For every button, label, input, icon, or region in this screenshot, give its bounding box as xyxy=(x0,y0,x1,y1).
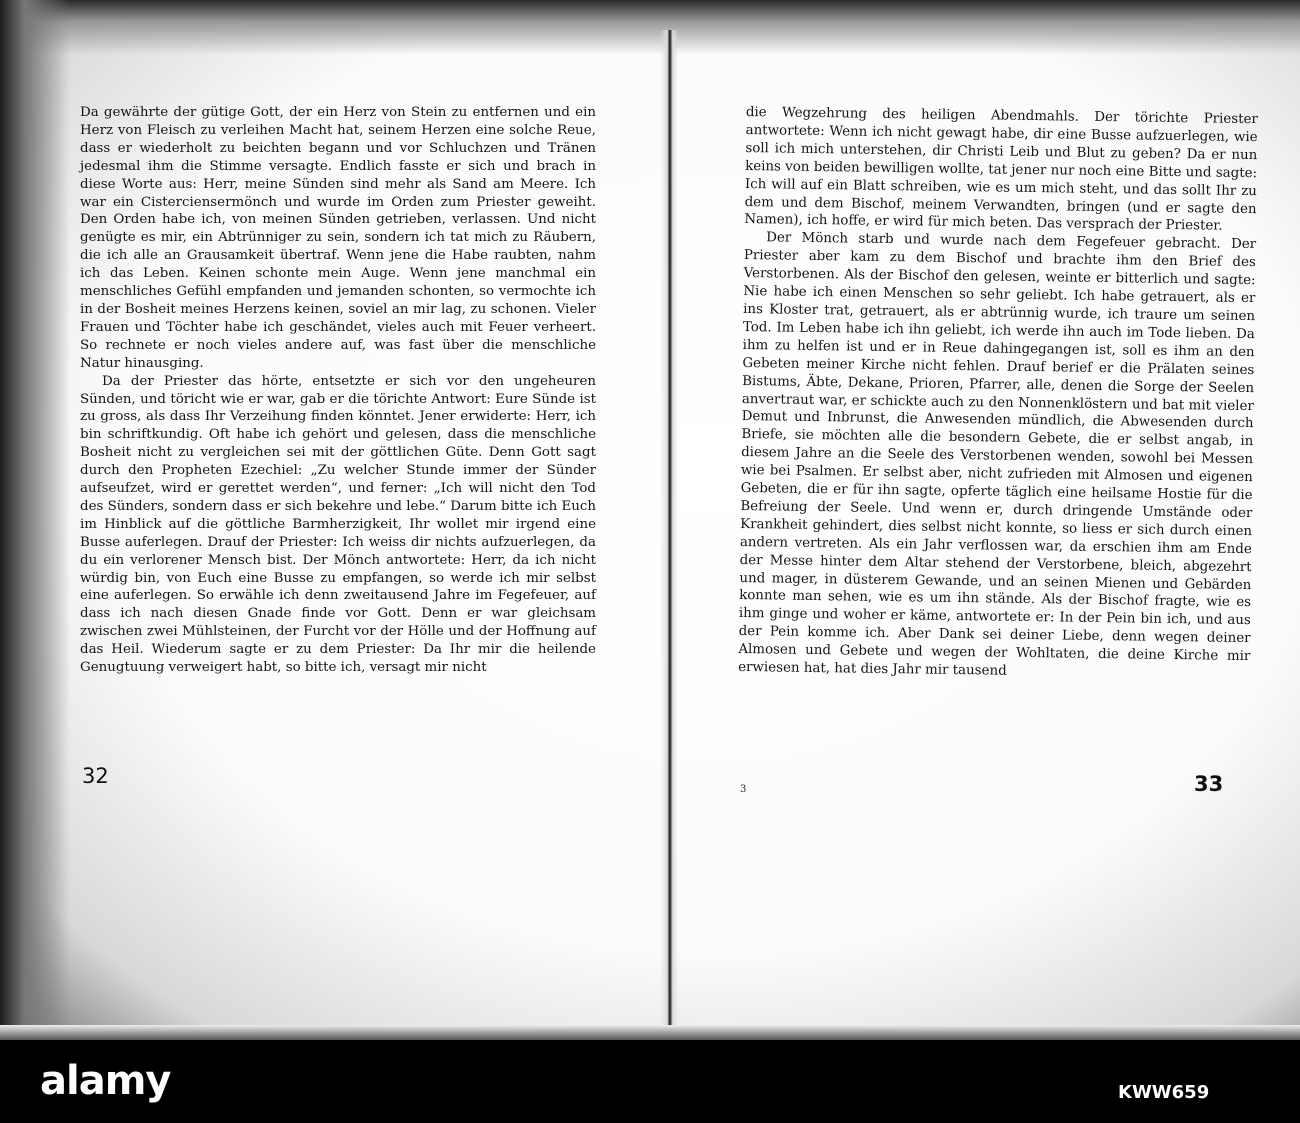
left-shadow xyxy=(0,0,70,1040)
book-spine xyxy=(660,30,678,1040)
left-page-text xyxy=(80,104,596,677)
stock-footer-bar xyxy=(0,1040,1300,1123)
left-paragraph-2: Da der Priester das hörte, entsetzte er sich vor den ungeheuren Sünden, und töricht wie er war, gab er die törichte Antwort: Eure Sünde ist zu gross, als dass Ihr Verzeihung finden könntet. Jener erwiderte: Herr, ich bin schriftkundig. Oft habe ich gehört und gelesen, dass die menschliche Bosheit nicht zu vergleichen sei mit der göttlichen Güte. Denn Gott sagt durch den Propheten Ezechiel: „Zu welcher Stunde immer der Sünder aufseufzet, wird er gerettet werden“, und ferner: „Ich will nicht den Tod des Sünders, sondern dass er sich bekehre und lebe.“ Darum bitte ich Euch im Hinblick auf die göttliche Barmherzigkeit, Ihr wollet mir irgend eine Busse auferlegen. Drauf der Priester: Ich weiss dir nichts aufzuerlegen, da du ein verlorener Mensch bist. Der Mönch antwortete: Herr, da ich nicht würdig bin, von Euch eine Busse zu empfangen, so werde ich mir selbst eine auferlegen. So erwähle ich denn zweitausend Jahre im Fegefeuer, auf dass ich nach diesen Gnade finde vor Gott. Denn er war gleichsam zwischen zwei Mühlsteinen, der Furcht vor der Hölle und der Hoffnung auf das Heil. Wiederum sagte er zu dem Priester: Da Ihr mir die heilende Genugtuung verweigert habt, so bitte ich, versagt mir nicht xyxy=(80,373,596,676)
left-paragraph-1: Da gewährte der gütige Gott, der ein Herz von Stein zu entfernen und ein Herz von Fleisch zu verleihen Macht hat, seinem Herzen eine solche Reue, dass er wiederholt zu beichten begann und vor Schluchzen und Tränen jedesmal ihm die Stimme versagte. Endlich fasste er sich und brach in diese Worte aus: Herr, meine Sünden sind mehr als Sand am Meere. Ich war ein Cisterciensermönch und wurde im Orden zum Priester geweiht. Den Orden habe ich, von meinen Sünden getrieben, verlassen. Und nicht genügte es mir, ein Abtrünniger zu sein, sondern ich tat mich zu Räubern, die ich alle an Grausamkeit übertraf. Wenn jene die Habe raubten, nahm ich das Leben. Keinen schonte mein Auge. Wenn jene manchmal ein menschliches Gefühl empfanden und jemanden schonten, so vermochte ich in der Bosheit meines Herzens keinen, soviel an mir lag, zu schonen. Vieler Frauen und Töchter habe ich geschändet, vieles auch mit Feuer verheert. So rechnete er noch vieles andere auf, was fast über die menschliche Natur hinausging. xyxy=(80,105,596,371)
right-paragraph-1: die Wegzehrung des heiligen Abendmahls. Der törichte Priester antwortete: Wenn ich nicht gewagt habe, dir eine Busse aufzuerlegen, wie soll ich mich unterstehen, dir Christi Leib und Blut zu geben? Da er nun keins von beiden bewilligen wollte, tat jener nur noch eine Bitte und sagte: Ich will auf ein Blatt schreiben, wie es um mich steht, und das sollt Ihr zu dem und dem Bischof, meinem Verwandten, bringen (und er sagte den Namen), ich hoffe, er wird für mich beten. Das versprach der Priester. xyxy=(744,104,1258,235)
signature-mark: 3 xyxy=(740,784,747,795)
stock-image-id: KWW659 xyxy=(1118,1082,1210,1103)
left-page-number: 32 xyxy=(82,764,109,788)
alamy-logo: alamy xyxy=(40,1058,171,1104)
right-paragraph-2: Der Mönch starb und wurde nach dem Fegefeuer gebracht. Der Priester aber kam zu dem Bischof und brachte ihm den Brief des Verstorbenen. Als der Bischof den gelesen, weinte er bitterlich und sagte: Nie habe ich einen Menschen so sehr geliebt. Ich habe getrauert, als er ins Kloster trat, getrauert, als er abtrünnig wurde, ich traure um seinen Tod. Im Leben habe ich ihn geliebt, ich werde ihn auch im Tode lieben. Da ihm zu helfen ist und er in Reue dahingegangen ist, soll es ihm an den Gebeten meiner Kirche nicht fehlen. Drauf berief er die Prälaten seines Bistums, Äbte, Dekane, Prioren, Pfarrer, alle, denen die Sorge der Seelen anvertraut war, er schickte auch zu den Nonnenklöstern und bat mit vieler Demut und Inbrunst, die Anwesenden mündlich, die Abwesenden durch Briefe, sie möchten alle die besondern Gebete, die er selbst angab, in diesem Jahre an die Seele des Verstorbenen wenden, sowohl bei Messen wie bei Psalmen. Er selbst aber, nicht zufrieden mit Almosen und eigenen Gebeten, die er für ihn sagte, opferte täglich eine heilsame Hostie für die Befreiung der Seele. Und wenn er, durch dringende Umstände oder Krankheit gehindert, dies selbst nicht konnte, so liess er sich durch einen andern vertreten. Als ein Jahr verflossen war, da erschien ihm am Ende der Messe hinter dem Altar stehend der Verstorbene, bleich, abgezehrt und mager, in düsterem Gewande, und an seinen Mienen und Gebärden konnte man sehen, wie es um ihn stände. Als der Bischof fragte, wie es ihm ginge und woher er käme, antwortete er: In der Pein bin ich, und aus der Pein komme ich. Aber Dank sei deiner Liebe, denn wegen deiner Almosen und Gebete und wegen der Wohltaten, die deine Kirche mir erwiesen hat, hat dies Jahr mir tausend xyxy=(738,230,1257,679)
right-page-text xyxy=(738,104,1258,684)
right-page-number: 33 xyxy=(1194,772,1224,796)
top-shadow xyxy=(0,0,1300,55)
page-bottom-edge xyxy=(0,1025,1300,1040)
